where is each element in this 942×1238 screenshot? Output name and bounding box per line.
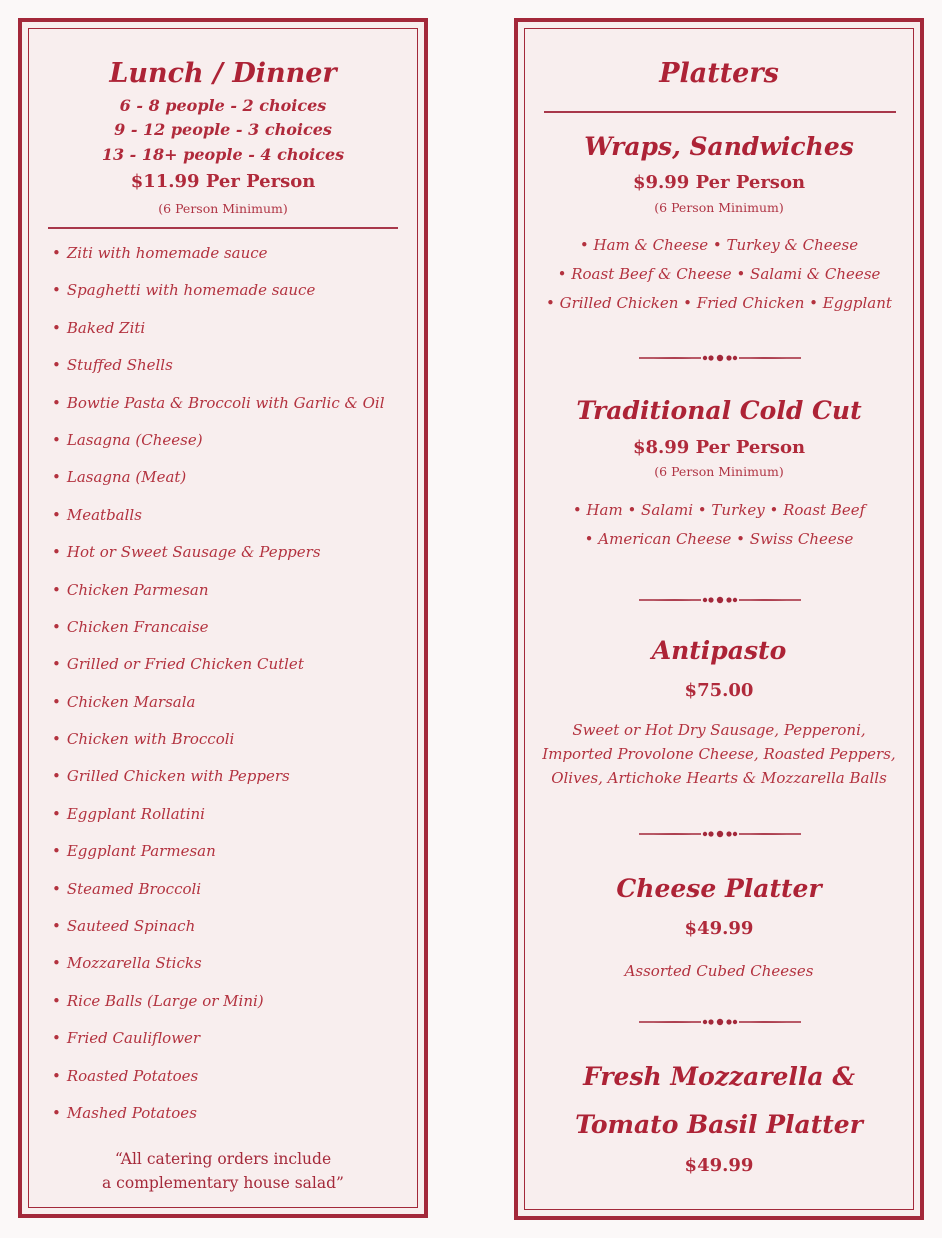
bullet-icon: • bbox=[52, 617, 61, 636]
wraps-price: $9.99 Per Person bbox=[632, 172, 806, 193]
menu-item-label: Baked Ziti bbox=[66, 318, 146, 337]
bullet-icon: • bbox=[52, 842, 61, 861]
bullet-icon: • bbox=[52, 356, 61, 375]
cold-cut-price: $8.99 Per Person bbox=[632, 437, 806, 458]
menu-item-label: Fried Cauliflower bbox=[66, 1029, 201, 1048]
antipasto-title: Antipasto bbox=[651, 636, 787, 665]
menu-item-label: Chicken Marsala bbox=[66, 692, 196, 711]
platters-panel bbox=[514, 18, 924, 1220]
bullet-icon: • bbox=[52, 244, 61, 262]
menu-item bbox=[52, 241, 385, 278]
choice-line: 9 - 12 people - 3 choices bbox=[114, 120, 332, 139]
bullet-icon: • bbox=[52, 767, 61, 786]
menu-item bbox=[52, 802, 385, 839]
choice-line: 13 - 18+ people - 4 choices bbox=[101, 145, 345, 164]
menu-item bbox=[52, 465, 385, 502]
menu-item bbox=[52, 914, 385, 951]
menu-item-label: Mashed Potatoes bbox=[66, 1103, 197, 1122]
bullet-icon: • bbox=[52, 543, 61, 562]
bullet-icon: • bbox=[52, 804, 61, 823]
menu-item-label: Steamed Broccoli bbox=[66, 879, 202, 898]
bullet-icon: • bbox=[52, 730, 61, 749]
menu-item-label: Spaghetti with homemade sauce bbox=[66, 281, 316, 300]
catering-note-line: a complementary house salad” bbox=[102, 1174, 344, 1192]
mozzarella-platter-title: Fresh Mozzarella & bbox=[583, 1062, 855, 1091]
lunch-dinner-panel bbox=[18, 18, 428, 1218]
menu-item bbox=[52, 578, 385, 615]
cold-cut-title: Traditional Cold Cut bbox=[576, 396, 862, 425]
menu-item bbox=[52, 391, 385, 428]
bullet-icon: • bbox=[52, 393, 61, 412]
bullet-icon: • bbox=[52, 692, 61, 711]
bullet-icon: • bbox=[52, 879, 61, 898]
wraps-items-line: • Roast Beef & Cheese • Salami & Cheese bbox=[557, 265, 881, 283]
choice-line: 6 - 8 people - 2 choices bbox=[119, 96, 327, 115]
cheese-platter-price: $49.99 bbox=[684, 918, 754, 939]
menu-item-label: Grilled Chicken with Peppers bbox=[66, 767, 290, 786]
menu-item bbox=[52, 652, 385, 689]
cold-cut-minimum: (6 Person Minimum) bbox=[654, 464, 784, 479]
divider bbox=[544, 111, 896, 113]
menu-item-label: Grilled or Fried Chicken Cutlet bbox=[66, 655, 304, 674]
cold-cut-items-line: • Ham • Salami • Turkey • Roast Beef bbox=[572, 501, 866, 519]
antipasto-price: $75.00 bbox=[684, 680, 754, 701]
menu-item bbox=[52, 615, 385, 652]
antipasto-description-line: Sweet or Hot Dry Sausage, Pepperoni, bbox=[572, 721, 866, 739]
menu-item bbox=[52, 428, 385, 465]
wraps-title: Wraps, Sandwiches bbox=[584, 132, 854, 161]
menu-item-label: Ziti with homemade sauce bbox=[66, 244, 268, 262]
catering-note-line: “All catering orders include bbox=[114, 1150, 332, 1168]
mozzarella-platter-title: Tomato Basil Platter bbox=[575, 1110, 863, 1139]
flourish-divider bbox=[639, 594, 801, 606]
menu-item-label: Roasted Potatoes bbox=[66, 1066, 199, 1085]
menu-item bbox=[52, 839, 385, 876]
bullet-icon: • bbox=[52, 991, 61, 1010]
menu-item-label: Hot or Sweet Sausage & Peppers bbox=[66, 543, 321, 562]
wraps-items-line: • Grilled Chicken • Fried Chicken • Eggplant bbox=[546, 294, 892, 312]
bullet-icon: • bbox=[52, 1103, 61, 1122]
menu-item-label: Chicken with Broccoli bbox=[66, 730, 235, 749]
menu-item bbox=[52, 951, 385, 988]
menu-item bbox=[52, 353, 385, 390]
menu-item-label: Lasagna (Meat) bbox=[66, 468, 187, 487]
menu-item bbox=[52, 1064, 385, 1101]
bullet-icon: • bbox=[52, 505, 61, 524]
menu-item-label: Chicken Parmesan bbox=[66, 580, 209, 599]
lunch-dinner-title: Lunch / Dinner bbox=[109, 58, 337, 89]
lunch-price: $11.99 Per Person bbox=[130, 171, 316, 192]
menu-item-label: Eggplant Parmesan bbox=[66, 842, 216, 861]
wraps-items-line: • Ham & Cheese • Turkey & Cheese bbox=[579, 236, 859, 254]
bullet-icon: • bbox=[52, 430, 61, 449]
menu-item bbox=[52, 1101, 385, 1138]
menu-item-label: Bowtie Pasta & Broccoli with Garlic & Oil bbox=[66, 393, 385, 412]
menu-item bbox=[52, 1026, 385, 1063]
menu-item-label: Chicken Francaise bbox=[66, 617, 209, 636]
bullet-icon: • bbox=[52, 954, 61, 973]
divider bbox=[48, 227, 398, 229]
menu-item-label: Lasagna (Cheese) bbox=[66, 430, 203, 449]
menu-item-label: Sauteed Spinach bbox=[66, 917, 196, 936]
menu-item bbox=[52, 989, 385, 1026]
antipasto-description-line: Imported Provolone Cheese, Roasted Peppers, bbox=[542, 745, 896, 763]
menu-item-label: Stuffed Shells bbox=[66, 356, 173, 375]
bullet-icon: • bbox=[52, 318, 61, 337]
menu-item bbox=[52, 727, 385, 764]
bullet-icon: • bbox=[52, 281, 61, 300]
menu-item-label: Meatballs bbox=[66, 505, 142, 524]
menu-item-label: Mozzarella Sticks bbox=[66, 954, 202, 973]
platters-title: Platters bbox=[659, 58, 779, 89]
menu-item-label: Rice Balls (Large or Mini) bbox=[66, 991, 264, 1010]
cheese-platter-title: Cheese Platter bbox=[616, 874, 822, 903]
cheese-platter-description: Assorted Cubed Cheeses bbox=[624, 962, 814, 980]
bullet-icon: • bbox=[52, 655, 61, 674]
menu-item bbox=[52, 540, 385, 577]
menu-item bbox=[52, 764, 385, 801]
bullet-icon: • bbox=[52, 1066, 61, 1085]
menu-item bbox=[52, 316, 385, 353]
cold-cut-items-line: • American Cheese • Swiss Cheese bbox=[584, 530, 854, 548]
bullet-icon: • bbox=[52, 468, 61, 487]
mozzarella-platter-price: $49.99 bbox=[684, 1155, 754, 1176]
wraps-minimum: (6 Person Minimum) bbox=[654, 200, 784, 215]
flourish-divider bbox=[639, 828, 801, 840]
menu-item-label: Eggplant Rollatini bbox=[66, 804, 205, 823]
menu-item bbox=[52, 503, 385, 540]
flourish-divider bbox=[639, 1016, 801, 1028]
antipasto-description-line: Olives, Artichoke Hearts & Mozzarella Balls bbox=[551, 769, 887, 787]
flourish-divider bbox=[639, 352, 801, 364]
bullet-icon: • bbox=[52, 1029, 61, 1048]
menu-item-list bbox=[52, 241, 385, 1138]
menu-item bbox=[52, 690, 385, 727]
bullet-icon: • bbox=[52, 580, 61, 599]
menu-item bbox=[52, 278, 385, 315]
lunch-minimum: (6 Person Minimum) bbox=[158, 201, 288, 216]
bullet-icon: • bbox=[52, 917, 61, 936]
menu-item bbox=[52, 877, 385, 914]
